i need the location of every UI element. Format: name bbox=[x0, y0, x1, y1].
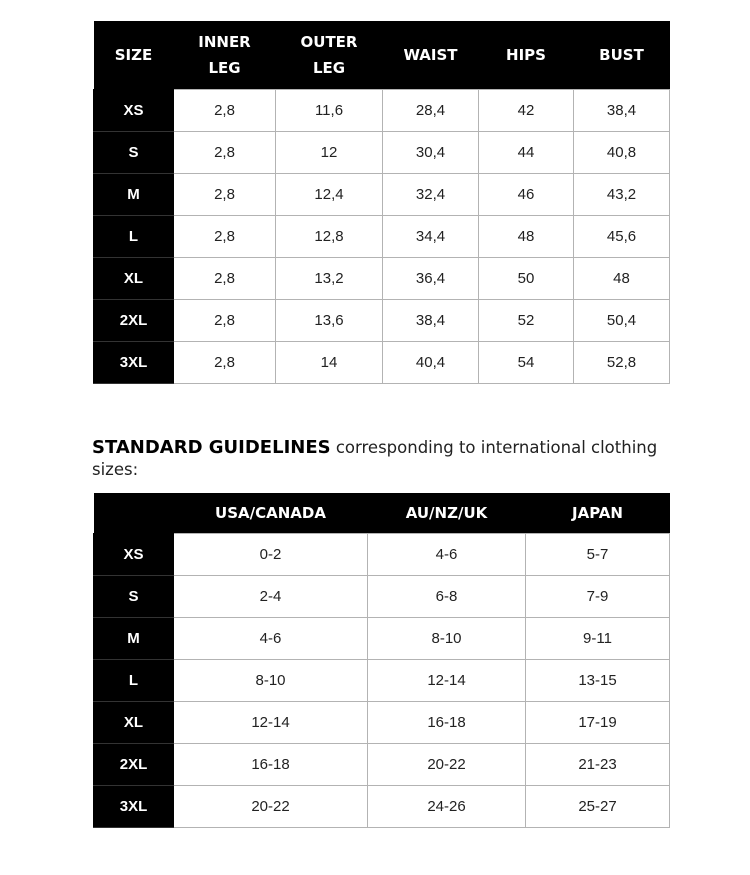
table-cell: 34,4 bbox=[383, 215, 479, 257]
table-cell: 2,8 bbox=[174, 131, 276, 173]
table-header-row bbox=[94, 493, 670, 533]
size-label-cell: M bbox=[94, 173, 174, 215]
size-label-cell: 3XL bbox=[94, 785, 174, 827]
table-cell: 14 bbox=[276, 341, 383, 383]
header-size-blank bbox=[94, 493, 174, 533]
header-usa-canada: USA/CANADA bbox=[174, 493, 368, 533]
size-label-cell: S bbox=[94, 575, 174, 617]
table-row bbox=[94, 617, 670, 659]
table-cell: 38,4 bbox=[574, 89, 670, 131]
measurements-body bbox=[94, 89, 670, 383]
table-cell: 4-6 bbox=[174, 617, 368, 659]
table-cell: 12,4 bbox=[276, 173, 383, 215]
header-outer-leg-label: OUTER LEG bbox=[300, 32, 358, 77]
table-row bbox=[94, 575, 670, 617]
table-cell: 45,6 bbox=[574, 215, 670, 257]
table-cell: 6-8 bbox=[368, 575, 526, 617]
size-label-cell: XL bbox=[94, 701, 174, 743]
table-cell: 2,8 bbox=[174, 215, 276, 257]
table-cell: 32,4 bbox=[383, 173, 479, 215]
table-row bbox=[94, 257, 670, 299]
table-cell: 24-26 bbox=[368, 785, 526, 827]
table-row bbox=[94, 89, 670, 131]
table-cell: 8-10 bbox=[174, 659, 368, 701]
table-row bbox=[94, 659, 670, 701]
guidelines-heading-bold: STANDARD GUIDELINES bbox=[92, 437, 331, 458]
table-cell: 0-2 bbox=[174, 533, 368, 575]
table-row bbox=[94, 533, 670, 575]
table-cell: 12,8 bbox=[276, 215, 383, 257]
size-label-cell: L bbox=[94, 215, 174, 257]
table-cell: 2,8 bbox=[174, 89, 276, 131]
size-label-cell: XS bbox=[94, 533, 174, 575]
table-cell: 40,4 bbox=[383, 341, 479, 383]
table-cell: 17-19 bbox=[526, 701, 670, 743]
table-cell: 48 bbox=[574, 257, 670, 299]
table-cell: 21-23 bbox=[526, 743, 670, 785]
table-cell: 25-27 bbox=[526, 785, 670, 827]
table-cell: 46 bbox=[479, 173, 574, 215]
header-japan: JAPAN bbox=[526, 493, 670, 533]
table-cell: 40,8 bbox=[574, 131, 670, 173]
table-cell: 36,4 bbox=[383, 257, 479, 299]
header-hips: HIPS bbox=[479, 21, 574, 89]
size-label-cell: 2XL bbox=[94, 743, 174, 785]
table-row bbox=[94, 785, 670, 827]
size-label-cell: L bbox=[94, 659, 174, 701]
table-cell: 50,4 bbox=[574, 299, 670, 341]
table-row bbox=[94, 341, 670, 383]
size-label-cell: S bbox=[94, 131, 174, 173]
international-sizes-table bbox=[93, 493, 670, 828]
table-cell: 52,8 bbox=[574, 341, 670, 383]
table-row bbox=[94, 743, 670, 785]
table-cell: 2,8 bbox=[174, 299, 276, 341]
table-cell: 7-9 bbox=[526, 575, 670, 617]
header-inner-leg-label: INNER LEG bbox=[198, 32, 251, 77]
table-cell: 52 bbox=[479, 299, 574, 341]
table-cell: 38,4 bbox=[383, 299, 479, 341]
table-cell: 30,4 bbox=[383, 131, 479, 173]
header-waist: WAIST bbox=[383, 21, 479, 89]
standard-guidelines-heading bbox=[92, 437, 672, 481]
table-header-row bbox=[94, 21, 670, 89]
table-cell: 20-22 bbox=[368, 743, 526, 785]
table-row bbox=[94, 299, 670, 341]
table-cell: 13,2 bbox=[276, 257, 383, 299]
header-size: SIZE bbox=[94, 21, 174, 89]
header-outer-leg bbox=[276, 21, 383, 89]
guidelines-heading-text: corresponding to international clothing sizes: bbox=[92, 438, 658, 479]
size-label-cell: XL bbox=[94, 257, 174, 299]
table-cell: 16-18 bbox=[174, 743, 368, 785]
table-cell: 12-14 bbox=[174, 701, 368, 743]
table-cell: 48 bbox=[479, 215, 574, 257]
table-cell: 2,8 bbox=[174, 173, 276, 215]
table-cell: 28,4 bbox=[383, 89, 479, 131]
table-cell: 2,8 bbox=[174, 341, 276, 383]
table-cell: 2-4 bbox=[174, 575, 368, 617]
table-cell: 9-11 bbox=[526, 617, 670, 659]
table-cell: 42 bbox=[479, 89, 574, 131]
table-cell: 4-6 bbox=[368, 533, 526, 575]
table-cell: 43,2 bbox=[574, 173, 670, 215]
table-cell: 2,8 bbox=[174, 257, 276, 299]
size-label-cell: XS bbox=[94, 89, 174, 131]
size-label-cell: M bbox=[94, 617, 174, 659]
guidelines-body bbox=[94, 533, 670, 827]
table-cell: 8-10 bbox=[368, 617, 526, 659]
table-row bbox=[94, 215, 670, 257]
table-cell: 20-22 bbox=[174, 785, 368, 827]
table-cell: 12 bbox=[276, 131, 383, 173]
size-label-cell: 3XL bbox=[94, 341, 174, 383]
header-bust: BUST bbox=[574, 21, 670, 89]
header-au-nz-uk: AU/NZ/UK bbox=[368, 493, 526, 533]
table-row bbox=[94, 173, 670, 215]
table-cell: 11,6 bbox=[276, 89, 383, 131]
table-cell: 5-7 bbox=[526, 533, 670, 575]
table-cell: 13-15 bbox=[526, 659, 670, 701]
size-measurements-table bbox=[93, 21, 670, 384]
table-cell: 12-14 bbox=[368, 659, 526, 701]
size-label-cell: 2XL bbox=[94, 299, 174, 341]
table-cell: 16-18 bbox=[368, 701, 526, 743]
table-row bbox=[94, 131, 670, 173]
table-row bbox=[94, 701, 670, 743]
table-cell: 44 bbox=[479, 131, 574, 173]
table-cell: 13,6 bbox=[276, 299, 383, 341]
table-cell: 54 bbox=[479, 341, 574, 383]
header-inner-leg bbox=[174, 21, 276, 89]
table-cell: 50 bbox=[479, 257, 574, 299]
